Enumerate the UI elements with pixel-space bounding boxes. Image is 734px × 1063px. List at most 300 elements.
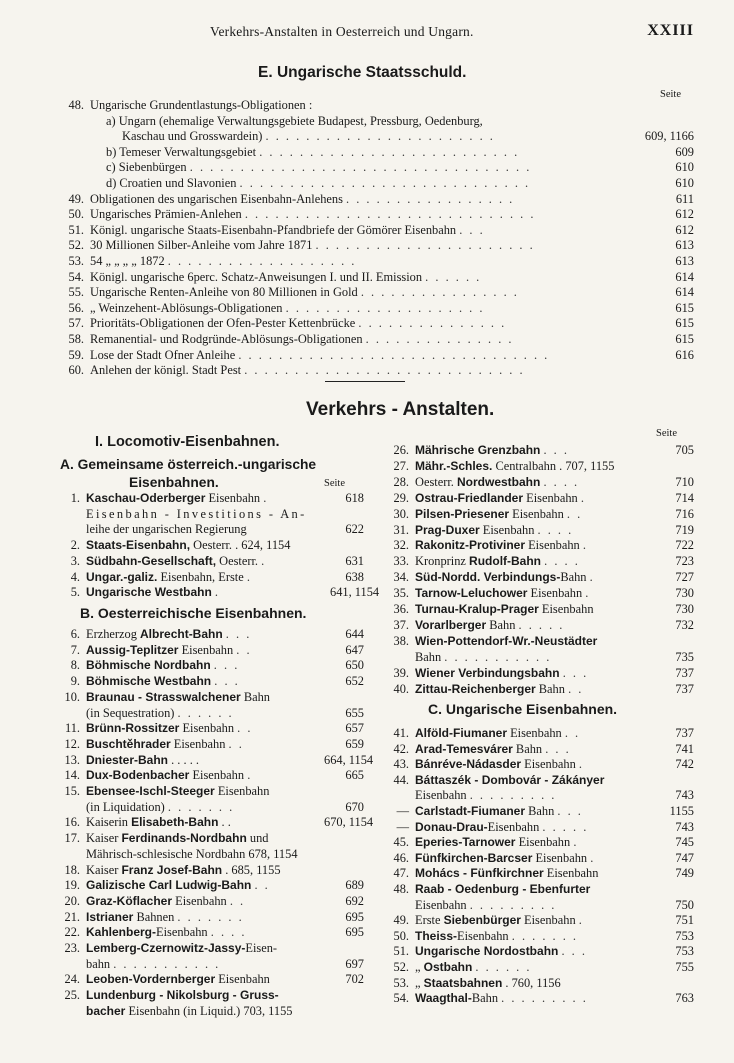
railway-name: Donau-Drau- bbox=[415, 819, 488, 834]
page-ref: 652 bbox=[345, 674, 364, 689]
entry-detail: Bahnen bbox=[133, 909, 175, 924]
entry-number: 37. bbox=[393, 617, 409, 632]
page-ref: 655 bbox=[345, 705, 364, 720]
leader-dots: . . . bbox=[562, 665, 589, 680]
entry-number: 45. bbox=[393, 835, 409, 850]
entry-row bbox=[58, 768, 364, 783]
entry-text bbox=[415, 666, 660, 681]
entry-row bbox=[385, 726, 694, 741]
leader-dots: . . bbox=[564, 726, 581, 740]
page-ref: 615 bbox=[675, 332, 694, 346]
entry-text bbox=[90, 254, 624, 269]
entry-row bbox=[385, 742, 694, 757]
railway-name: Süd-Nordd. Verbindungs- bbox=[415, 570, 561, 585]
entry-row bbox=[58, 627, 364, 642]
entry-detail: Eisenbahn bbox=[205, 491, 261, 505]
entry-detail: Bahn bbox=[486, 617, 516, 632]
page-ref: 657 bbox=[345, 721, 364, 736]
entry-row bbox=[58, 706, 364, 721]
entry-text bbox=[90, 207, 624, 222]
entry-text bbox=[415, 976, 660, 991]
leader-dots: . bbox=[247, 768, 253, 783]
leader-dots: . . . . . . . . . . . . . . . . . bbox=[346, 191, 515, 206]
entry-row bbox=[58, 585, 380, 600]
page-ref: 613 bbox=[675, 238, 694, 253]
entry-row bbox=[58, 254, 694, 269]
railway-name: Dux-Bodenbacher bbox=[86, 768, 190, 783]
entry-number: 14. bbox=[64, 768, 80, 783]
entry-text bbox=[86, 570, 330, 585]
entry-number: 1. bbox=[70, 491, 80, 505]
entry-text bbox=[415, 991, 660, 1006]
entry-number: 6. bbox=[70, 627, 80, 641]
entry-row bbox=[385, 586, 694, 601]
page-ref: 612 bbox=[675, 207, 694, 222]
page-ref: 618 bbox=[345, 491, 364, 505]
entry-number: 38. bbox=[393, 633, 409, 648]
entry-text bbox=[86, 554, 330, 569]
entry-text bbox=[415, 634, 660, 649]
leader-dots: . . . . . . . bbox=[167, 799, 235, 814]
page-ref: 714 bbox=[675, 490, 694, 505]
railway-name: Bánréve-Nádasder bbox=[415, 757, 522, 772]
entry-detail: Eisenbahn bbox=[415, 897, 467, 912]
leader-dots: . bbox=[580, 490, 586, 505]
entry-row bbox=[385, 475, 694, 490]
entry-number: 13. bbox=[64, 752, 80, 767]
entry-detail: leihe der ungarischen Regierung bbox=[86, 522, 247, 537]
page-ref: 616 bbox=[675, 347, 694, 362]
entry-number: 24. bbox=[64, 972, 80, 987]
entry-row bbox=[58, 925, 364, 940]
running-head bbox=[60, 22, 694, 42]
entry-row bbox=[385, 570, 694, 585]
entry-number: 28. bbox=[393, 474, 409, 489]
page-ref: 716 bbox=[675, 506, 694, 521]
entry-number: 51. bbox=[68, 222, 84, 237]
entry-row bbox=[58, 114, 694, 129]
entry-number: 49. bbox=[68, 191, 84, 206]
entry-text bbox=[86, 988, 324, 1003]
entry-number: 51. bbox=[393, 944, 409, 959]
entry-text bbox=[86, 957, 324, 972]
entry-detail: Eisenbahn - Investitions - An- bbox=[86, 506, 307, 521]
entry-row bbox=[58, 721, 364, 736]
entry-row bbox=[58, 863, 364, 878]
page-ref: 702 bbox=[345, 972, 364, 987]
entry-row bbox=[58, 674, 364, 689]
entry-title: 54 „ „ „ „ 1872 bbox=[90, 254, 165, 268]
railway-name: Franz Josef-Bahn bbox=[121, 862, 223, 877]
page-ref: 612 bbox=[675, 222, 694, 237]
entry-row bbox=[385, 618, 694, 633]
entry-number: 2. bbox=[70, 538, 80, 553]
railway-name: Brünn-Rossitzer bbox=[86, 721, 180, 736]
entry-text bbox=[86, 925, 324, 940]
entry-prefix: Kaiser bbox=[86, 831, 122, 846]
entry-detail: . . . . . bbox=[168, 752, 199, 767]
entry-row bbox=[58, 847, 364, 862]
entry-detail: Eisenbahn bbox=[415, 788, 467, 803]
entry-text bbox=[86, 768, 324, 783]
railway-name: Ebensee-Ischl-Steeger bbox=[86, 784, 215, 798]
entry-number: 22. bbox=[64, 925, 80, 940]
entry-number: 34. bbox=[393, 570, 409, 585]
entry-number: 5. bbox=[70, 585, 80, 600]
entry-number: 59. bbox=[68, 347, 84, 362]
railway-name: Lemberg-Czernowitz-Jassy- bbox=[86, 941, 246, 955]
entry-row bbox=[58, 658, 364, 673]
railway-name: Rakonitz-Protiviner bbox=[415, 538, 526, 553]
page-ref: 689 bbox=[345, 878, 364, 893]
entry-text bbox=[415, 475, 660, 490]
entry-text bbox=[90, 348, 624, 363]
leader-dots: . . . . . bbox=[542, 819, 589, 834]
entry-number: 26. bbox=[393, 443, 409, 457]
entry-row bbox=[58, 643, 364, 658]
page-ref: 747 bbox=[675, 850, 694, 865]
entry-row bbox=[58, 207, 694, 222]
railway-name: Pilsen-Priesener bbox=[415, 506, 510, 521]
entry-row bbox=[385, 757, 694, 772]
railway-name: Böhmische Nordbahn bbox=[86, 658, 211, 673]
entry-row bbox=[385, 866, 694, 881]
entry-row bbox=[385, 991, 694, 1006]
railway-name: Mohács - Fünfkirchner bbox=[415, 866, 544, 881]
leader-dots: . bbox=[573, 835, 579, 850]
page-number: XXIII bbox=[647, 22, 694, 39]
entry-row bbox=[58, 784, 364, 799]
leader-dots: . . . . . . . . . . . . . . . . . . . . . . . bbox=[265, 129, 495, 144]
leader-dots: . . . . . . . . . . . . . . . . bbox=[360, 285, 519, 300]
entry-text bbox=[415, 443, 660, 458]
railway-name: Arad-Temesvárer bbox=[415, 741, 513, 756]
entry-number: 44. bbox=[393, 772, 409, 787]
railway-name: Galizische Carl Ludwig-Bahn bbox=[86, 878, 252, 893]
entry-detail: Eisenbahn bbox=[215, 972, 270, 987]
entry-text bbox=[86, 721, 324, 736]
entry-text bbox=[415, 929, 660, 944]
entry-row bbox=[58, 301, 694, 316]
railway-name: Graz-Köflacher bbox=[86, 893, 173, 908]
entry-text bbox=[86, 910, 324, 925]
leader-dots: . bbox=[578, 757, 584, 772]
entry-detail: . . bbox=[218, 815, 231, 830]
railway-name: Ungar.-galiz. bbox=[86, 569, 158, 584]
page-ref: 638 bbox=[345, 569, 364, 584]
entry-text bbox=[90, 238, 624, 253]
entry-row bbox=[58, 270, 694, 285]
entry-row bbox=[58, 538, 364, 553]
page-ref: 753 bbox=[675, 944, 694, 959]
entry-number: 47. bbox=[393, 866, 409, 881]
leader-dots: . . . . . . bbox=[475, 960, 532, 974]
entry-detail: Eisenbahn bbox=[538, 602, 594, 616]
leader-dots: . . . . . . bbox=[425, 269, 482, 284]
sub-a-title-line2: Eisenbahnen. bbox=[129, 475, 219, 490]
leader-dots: . . . . bbox=[544, 554, 580, 569]
entry-number: 56. bbox=[68, 300, 84, 315]
entry-text bbox=[415, 538, 660, 553]
entry-text bbox=[415, 913, 660, 928]
entry-detail: Oesterr. bbox=[216, 553, 259, 568]
entry-text bbox=[415, 459, 660, 474]
leader-dots: . . . . . . . . . bbox=[469, 897, 557, 912]
entry-number: 52. bbox=[68, 238, 84, 253]
entry-number: 32. bbox=[393, 538, 409, 553]
entry-text bbox=[415, 851, 660, 866]
entry-detail: Bahn bbox=[471, 991, 499, 1006]
entry-row bbox=[58, 878, 364, 893]
entry-title: Prioritäts-Obligationen der Ofen-Pester Kettenbrücke bbox=[90, 316, 356, 331]
entry-row bbox=[385, 976, 694, 991]
entry-detail: Eisenbahn bbox=[515, 835, 571, 850]
entry-detail: Eisenbahn bbox=[509, 506, 564, 521]
entry-number: 35. bbox=[393, 586, 409, 601]
leader-dots: . . bbox=[566, 506, 583, 521]
entry-row bbox=[385, 634, 694, 649]
entry-row bbox=[58, 737, 364, 752]
leader-dots: . . . . . . . . . . . . . . . . . . . . . . . . . . bbox=[259, 144, 520, 159]
entry-number: 60. bbox=[68, 363, 84, 378]
railway-name: Carlstadt-Fiumaner bbox=[415, 804, 526, 818]
entry-detail: . 760, 1156 bbox=[502, 975, 561, 990]
page-ref: 664, 1154 bbox=[324, 752, 374, 767]
leader-dots: . . . . . . . . . . . . . . . . . . . . . . . . . . . . . . . bbox=[238, 347, 550, 362]
entry-prefix: Kaiser bbox=[86, 862, 122, 877]
entry-number: 16. bbox=[64, 815, 80, 830]
leader-dots: . . . . . . . . . . . . . . . bbox=[358, 316, 507, 331]
page-ref: 735 bbox=[675, 649, 694, 664]
page-ref: 741 bbox=[675, 741, 694, 756]
page-ref: 710 bbox=[675, 474, 694, 489]
railway-name: Südbahn-Gesellschaft, bbox=[86, 553, 217, 568]
entry-number: 27. bbox=[393, 458, 409, 473]
entry-text bbox=[86, 706, 324, 721]
entry-row bbox=[385, 820, 694, 835]
entry-number: 31. bbox=[393, 522, 409, 537]
page-ref: 722 bbox=[675, 538, 694, 553]
left-seite-label: Seite bbox=[324, 478, 345, 489]
entry-prefix: Erzherzog bbox=[86, 627, 141, 641]
sub-c-title: C. Ungarische Eisenbahnen. bbox=[428, 701, 618, 717]
entry-row bbox=[58, 554, 364, 569]
leader-dots: . . . . . . . . . bbox=[501, 991, 588, 1006]
leader-dots: . . bbox=[228, 736, 244, 751]
entry-detail: Eisenbahn bbox=[172, 893, 227, 908]
entry-number: 48. bbox=[68, 98, 84, 112]
section-divider bbox=[325, 381, 405, 382]
entry-number: 40. bbox=[393, 681, 409, 696]
leader-dots: . . bbox=[568, 681, 584, 696]
entry-prefix: „ bbox=[415, 975, 424, 990]
entry-text bbox=[415, 491, 660, 506]
entry-row bbox=[385, 788, 694, 803]
entry-text bbox=[86, 585, 330, 600]
page-ref: 659 bbox=[345, 736, 364, 751]
entry-text bbox=[86, 507, 330, 522]
railway-name: Turnau-Kralup-Prager bbox=[415, 602, 539, 616]
sub-a-title-line1: A. Gemeinsame österreich.-ungarische bbox=[60, 457, 317, 472]
entry-number: 30. bbox=[393, 506, 409, 521]
entry-detail: . 685, 1155 bbox=[222, 862, 281, 877]
entry-detail: Eisenbahn bbox=[520, 913, 576, 928]
entry-number: 21. bbox=[64, 909, 80, 924]
entry-detail: Bahn bbox=[535, 681, 565, 696]
entry-row bbox=[385, 835, 694, 850]
entry-row bbox=[58, 941, 364, 956]
page-ref: 763 bbox=[675, 991, 694, 1006]
entry-number: 36. bbox=[393, 602, 409, 616]
entry-row bbox=[58, 752, 374, 768]
page-ref: 615 bbox=[675, 300, 694, 315]
entry-number: 4. bbox=[70, 569, 80, 584]
entry-number: 12. bbox=[64, 736, 80, 751]
railway-name: Albrecht-Bahn bbox=[140, 627, 223, 641]
entry-number: 10. bbox=[64, 689, 80, 704]
railway-name: Rudolf-Bahn bbox=[469, 554, 542, 569]
entry-text bbox=[86, 815, 324, 830]
entry-row bbox=[385, 898, 694, 913]
railway-name: Staatsbahnen bbox=[423, 975, 503, 990]
entry-row bbox=[385, 507, 694, 522]
page-ref: 610 bbox=[675, 160, 694, 175]
entry-row bbox=[58, 815, 374, 830]
entry-number: 43. bbox=[393, 757, 409, 772]
page-ref: 670, 1154 bbox=[324, 815, 374, 830]
leader-dots: . bbox=[589, 570, 595, 585]
entry-row bbox=[58, 491, 364, 506]
entry-number: 15. bbox=[64, 784, 80, 798]
entry-row bbox=[58, 129, 694, 144]
page-ref: 614 bbox=[675, 269, 694, 284]
railway-name: Alföld-Fiumaner bbox=[415, 726, 507, 740]
entry-row bbox=[385, 944, 694, 959]
page-ref: 705 bbox=[675, 443, 694, 457]
page-ref: 647 bbox=[345, 642, 364, 657]
leader-dots: . . . . . . . . . . . . . . . . . . . . . . bbox=[315, 238, 535, 253]
leader-dots: . . . bbox=[557, 804, 583, 818]
entry-number: 25. bbox=[64, 988, 80, 1003]
entry-text bbox=[106, 114, 624, 129]
entry-detail: Bahn bbox=[415, 649, 442, 664]
page-ref: 615 bbox=[675, 316, 694, 331]
entry-number: 3. bbox=[70, 553, 80, 568]
railway-name: Mähr.-Schles. bbox=[415, 458, 493, 473]
leader-dots: . . . . . . . . . . . bbox=[113, 956, 221, 971]
leader-dots: . . . . . . . . . . . . . . . bbox=[365, 332, 514, 346]
page-ref: 611 bbox=[675, 191, 694, 206]
leader-dots: . . bbox=[229, 893, 246, 908]
railway-name: bacher bbox=[86, 1003, 126, 1018]
entry-text bbox=[415, 570, 660, 585]
entry-text bbox=[415, 835, 660, 850]
leader-dots: . . . . bbox=[537, 522, 574, 537]
page-ref: 631 bbox=[345, 553, 364, 568]
entry-detail: (in Sequestration) bbox=[86, 705, 175, 720]
entry-text bbox=[90, 363, 624, 378]
entry-number: 41. bbox=[393, 726, 409, 740]
entry-row bbox=[58, 363, 694, 378]
page-ref: 692 bbox=[345, 893, 364, 908]
entry-number: 54. bbox=[68, 269, 84, 284]
leader-dots: . . . . . . . . . bbox=[469, 788, 557, 803]
entry-text bbox=[415, 554, 660, 569]
entry-text bbox=[86, 491, 330, 506]
entry-detail: Eisenbahn bbox=[214, 784, 270, 798]
entry-text bbox=[86, 674, 324, 689]
entry-number: 23. bbox=[64, 941, 80, 955]
entry-text bbox=[415, 507, 660, 522]
entry-number: 53. bbox=[393, 975, 409, 990]
entry-row bbox=[58, 332, 694, 347]
entry-detail: Eisenbahn bbox=[521, 757, 576, 772]
entry-text bbox=[86, 737, 324, 752]
entry-text bbox=[415, 866, 660, 881]
entry-number: 53. bbox=[68, 254, 84, 268]
entry-detail: Bahn bbox=[512, 741, 543, 756]
leader-dots: . . . . . bbox=[518, 617, 565, 632]
railway-name: Ungarische Nordostbahn bbox=[415, 944, 559, 959]
page-ref: 614 bbox=[675, 285, 694, 300]
entry-text bbox=[415, 804, 660, 819]
entry-title: Kaschau und Grosswardein) bbox=[122, 129, 263, 144]
entry-prefix: Oesterr. bbox=[415, 474, 457, 489]
railway-name: Aussig-Teplitzer bbox=[86, 642, 179, 657]
entry-text bbox=[415, 618, 660, 633]
entry-row bbox=[58, 910, 364, 925]
entry-row bbox=[58, 1004, 364, 1019]
entry-row bbox=[385, 523, 694, 538]
entry-text bbox=[86, 643, 324, 658]
railway-name: Istrianer bbox=[86, 909, 134, 924]
entry-number: 50. bbox=[393, 928, 409, 943]
leader-dots: . . . . . . . . . . . bbox=[444, 649, 552, 664]
entry-title: Anlehen der königl. Stadt Pest bbox=[90, 363, 242, 378]
entry-number: 18. bbox=[64, 862, 80, 877]
entry-row bbox=[58, 176, 694, 191]
entry-text bbox=[86, 690, 324, 705]
entry-text bbox=[86, 972, 324, 987]
right-seite-label: Seite bbox=[656, 428, 677, 439]
railway-name: Lundenburg - Nikolsburg - Gruss- bbox=[86, 988, 279, 1003]
page-ref: 650 bbox=[345, 658, 364, 673]
leader-dots: . . . . . . . . . . . . . . . . . . . . . . . . . . . . . bbox=[239, 176, 531, 190]
leader-dots: . . . . . . bbox=[177, 705, 234, 720]
entry-number: 46. bbox=[393, 850, 409, 865]
railway-name: Tarnow-Leluchower bbox=[415, 586, 528, 601]
railway-name: Zittau-Reichenberger bbox=[415, 681, 536, 696]
leader-dots: . . . bbox=[213, 658, 240, 673]
entry-detail: und bbox=[246, 831, 269, 846]
entry-number: 33. bbox=[393, 554, 409, 569]
leader-dots: . bbox=[246, 569, 252, 584]
entry-row bbox=[58, 285, 694, 300]
entry-row bbox=[385, 459, 694, 474]
verkehrs-title: Verkehrs - Anstalten. bbox=[306, 399, 495, 420]
entry-text bbox=[86, 863, 324, 878]
leader-dots: . bbox=[590, 850, 596, 865]
entry-title: b) Temeser Verwaltungsgebiet bbox=[106, 144, 257, 159]
entry-detail: Eisenbahn bbox=[170, 736, 226, 751]
entry-text bbox=[86, 753, 324, 768]
leader-dots: . . bbox=[237, 721, 253, 736]
entry-detail: Bahn bbox=[240, 689, 270, 704]
entry-number: 42. bbox=[393, 741, 409, 756]
railway-name: Vorarlberger bbox=[415, 617, 487, 632]
entry-row bbox=[58, 831, 364, 846]
railway-name: Prag-Duxer bbox=[415, 522, 480, 537]
